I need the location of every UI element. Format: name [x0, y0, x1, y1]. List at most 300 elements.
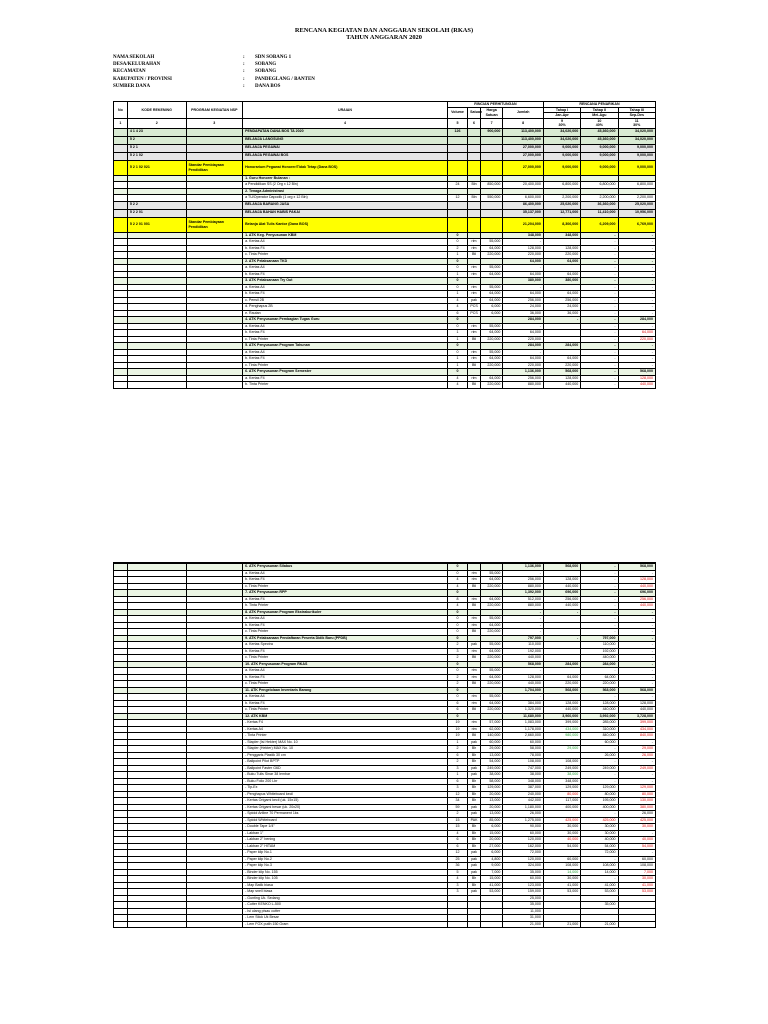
cell-ur: PENDAPATAN DANA BOS TA 2020 [243, 128, 448, 136]
cell-t3: - [618, 616, 655, 623]
cell-t3: 440,000 [618, 603, 655, 610]
cell-sat: rim [468, 239, 481, 246]
cell-t3: 7,000 [618, 869, 655, 876]
cell-t2: - [581, 330, 618, 337]
cell-sat: Bh [468, 876, 481, 883]
cell-t1: 249,000 [543, 765, 580, 772]
cell-hrg: 57,000 [480, 720, 502, 727]
cell-jml: 440,000 [503, 655, 544, 662]
cell-t3: 34,020,000 [618, 136, 655, 144]
cell-jml: 159,000 [503, 889, 544, 896]
cell-ur: - Tinta Printer [243, 733, 448, 740]
cell-ur: - Gunting Uk. Sedang [243, 895, 448, 902]
cell-vol: 2 [447, 759, 467, 766]
cell-t3: - [618, 668, 655, 675]
cell-jml: 880,000 [503, 583, 544, 590]
cell-t3: - [618, 648, 655, 655]
cell-sat: rim [468, 245, 481, 252]
cell-t2: 36,360,000 [581, 201, 618, 209]
cell-sat: pak [468, 642, 481, 649]
cell-t3: 256,000 [618, 596, 655, 603]
cell-sat: Bh [468, 798, 481, 805]
cell-jml: 442,000 [503, 798, 544, 805]
cell-hrg: 27,000 [480, 843, 502, 850]
cell-ur: a. Kertas F4 [243, 375, 448, 382]
info-row [113, 54, 315, 61]
cell-t3: 249,000 [618, 765, 655, 772]
cell-t3: 128,000 [618, 375, 655, 382]
cell-ur: - Binder klip No. 155 [243, 869, 448, 876]
table-row [114, 201, 656, 209]
cell-no [114, 136, 128, 144]
cell-ur: b. Kertas F4 [243, 291, 448, 298]
cell-vol: 0 [447, 369, 467, 376]
cell-jml: - [503, 265, 544, 272]
cell-ur: BELANJA LANGSUNG [243, 136, 448, 144]
cell-vol: 1 [447, 336, 467, 343]
cell-jml: 24,000 [503, 304, 544, 311]
budget-table-page-2 [113, 562, 656, 928]
cell-t2: - [581, 856, 618, 863]
cell-sat: Btl [468, 252, 481, 259]
cell-vol: 2 [447, 655, 467, 662]
cell-vol: 1 [447, 330, 467, 337]
cell-hrg: 220,000 [480, 707, 502, 714]
cell-t3: - [618, 297, 655, 304]
cell-jml: 21,000 [503, 921, 544, 928]
cell-no [114, 160, 128, 175]
cell-sat: PCS [468, 310, 481, 317]
cell-t2: - [581, 668, 618, 675]
cell-ur: d. Penghapus 2B [243, 304, 448, 311]
cell-t3: 108,000 [618, 863, 655, 870]
cell-sat: rim [468, 265, 481, 272]
cell-vol: 6 [447, 310, 467, 317]
cell-sat [468, 152, 481, 160]
cell-ur: a. Kertas A4 [243, 323, 448, 330]
cell-sat: Bh [468, 752, 481, 759]
cell-t2: - [581, 811, 618, 818]
cell-hrg: 20,000 [480, 837, 502, 844]
cell-jml: - [503, 668, 544, 675]
cell-jml: 110,000 [503, 642, 544, 649]
cell-t3: - [618, 232, 655, 239]
cell-hrg: 55,000 [480, 668, 502, 675]
cell-vol: 1 [447, 772, 467, 779]
cell-jml: 240,000 [503, 791, 544, 798]
cell-hrg: 55,000 [480, 616, 502, 623]
cell-hrg: 55,000 [480, 239, 502, 246]
cell-vol: 25 [447, 856, 467, 863]
cell-prog: Standar Pembiayaan Pendidikan [186, 160, 243, 175]
cell-vol: 0 [447, 661, 467, 668]
cell-ur: b. Tinta Printer [243, 382, 448, 389]
info-colon: : [243, 55, 245, 60]
cell-t2: - [581, 310, 618, 317]
cell-t2: - [581, 252, 618, 259]
cell-sat: pak [468, 804, 481, 811]
cell-sat: rim [468, 577, 481, 584]
cell-ur: BELANJA BARANG JASA [243, 201, 448, 209]
cell-t1: 348,000 [543, 778, 580, 785]
cell-t2: 568,000 [581, 687, 618, 694]
cell-ur: - Paper klip No.1 [243, 850, 448, 857]
cell-jml: - [503, 284, 544, 291]
col-num [581, 118, 618, 128]
cell-vol: 4 [447, 577, 467, 584]
cell-jml: 60,000 [503, 739, 544, 746]
cell-sat: Btl [468, 707, 481, 714]
cell-hrg [480, 201, 502, 209]
cell-t2: 192,000 [581, 648, 618, 655]
info-value: SOBANG [255, 62, 277, 68]
cell-t2: 285,000 [581, 720, 618, 727]
col-period-1: Jan-Apr [543, 113, 580, 119]
info-colon: : [243, 62, 245, 68]
cell-t1: 40,000 [543, 837, 580, 844]
cell-t1: 24,000 [543, 304, 580, 311]
cell-vol: 3 [447, 882, 467, 889]
cell-sat: Btl [468, 655, 481, 662]
cell-t1: 9,000,000 [543, 152, 580, 160]
cell-t1: 440,000 [543, 603, 580, 610]
cell-hrg: 38,000 [480, 772, 502, 779]
cell-ur: a. Kertas A4 [243, 239, 448, 246]
cell-vol: 0 [447, 570, 467, 577]
cell-hrg [480, 209, 502, 217]
cell-t2: - [581, 271, 618, 278]
cell-hrg: 6,000 [480, 824, 502, 831]
col-satuan: Satuan [468, 107, 481, 118]
cell-t1: 440,000 [543, 583, 580, 590]
cell-sat: PAK [468, 817, 481, 824]
cell-t2: - [581, 297, 618, 304]
cell-hrg: 85,000 [480, 817, 502, 824]
cell-t2: 9,000,000 [581, 152, 618, 160]
cell-t3: - [618, 271, 655, 278]
cell-sat [468, 217, 481, 232]
cell-ur: b. Kertas F4 [243, 622, 448, 629]
cell-jml: 27,000,000 [503, 160, 544, 175]
cell-hrg: 220,000 [480, 252, 502, 259]
cell-sat: pak [468, 772, 481, 779]
cell-hrg: 13,000 [480, 798, 502, 805]
cell-no [114, 209, 128, 217]
cell-jml: 348,000 [503, 778, 544, 785]
cell-ur: b. Kertas F4 [243, 577, 448, 584]
cell-vol: 0 [447, 616, 467, 623]
cell-t2: - [581, 564, 618, 571]
cell-ur: - Tip-Ex [243, 785, 448, 792]
cell-sat: Btl [468, 362, 481, 369]
cell-sat: rim [468, 356, 481, 363]
cell-ur: 6. ATK Penyusunan Silabus [243, 564, 448, 571]
cell-ur: a. Kertas A4 [243, 668, 448, 675]
cell-ur: - Binder klip No. 105 [243, 876, 448, 883]
cell-hrg: 64,000 [480, 700, 502, 707]
col-tahap-1: Tahap I [543, 107, 580, 113]
cell-ur: 2. ATK Pelaksanaan TKD [243, 258, 448, 265]
cell-vol: 4 [447, 583, 467, 590]
cell-t2: 2,200,000 [581, 195, 618, 202]
cell-t3: 6,800,000 [618, 182, 655, 189]
cell-vol: 59 [447, 804, 467, 811]
cell-hrg [480, 217, 502, 232]
cell-t1: 29,000 [543, 746, 580, 753]
cell-prog [186, 382, 243, 389]
cell-t2: - [581, 570, 618, 577]
cell-t3: 399,000 [618, 720, 655, 727]
cell-jml: 284,000 [503, 343, 544, 350]
cell-hrg: 64,000 [480, 245, 502, 252]
cell-t3: - [618, 778, 655, 785]
cell-t1: 284,000 [543, 661, 580, 668]
cell-t2: - [581, 876, 618, 883]
cell-t2: 9,000,000 [581, 160, 618, 175]
cell-ur: a. Kertas A4 [243, 349, 448, 356]
cell-jml: - [503, 629, 544, 636]
cell-sat: rim [468, 622, 481, 629]
cell-ur: - Ballpoint Faster G6D [243, 765, 448, 772]
cell-t2: - [581, 349, 618, 356]
cell-vol: 0 [447, 564, 467, 571]
cell-t2: 72,000 [581, 850, 618, 857]
cell-t1: 400,000 [543, 804, 580, 811]
cell-hrg: 53,000 [480, 889, 502, 896]
cell-vol: 0 [447, 694, 467, 701]
cell-vol: 0 [447, 239, 467, 246]
cell-vol: 1 [447, 291, 467, 298]
cell-jml: 1,320,000 [503, 707, 544, 714]
info-row [113, 76, 315, 83]
cell-t2: - [581, 291, 618, 298]
cell-vol: 0 [447, 635, 467, 642]
cell-vol: 0 [447, 349, 467, 356]
cell-hrg: 55,000 [480, 323, 502, 330]
cell-sat: rim [468, 674, 481, 681]
cell-t2: 35,000 [581, 902, 618, 909]
col-tahap-3: Tahap III [618, 107, 655, 113]
col-rencana: RENCANA PENARIKAN [543, 102, 655, 108]
cell-hrg: 129,000 [480, 785, 502, 792]
cell-ur: BELANJA BAHAN HABIS PAKAI [243, 209, 448, 217]
cell-ur: - Cutter KENKO L-500 [243, 902, 448, 909]
cell-t2: 440,000 [581, 707, 618, 714]
cell-ur: - Stapler (Hekter) MAX No. 10 [243, 746, 448, 753]
cell-ur: - Lakban 2" bening [243, 837, 448, 844]
cell-vol [447, 160, 467, 175]
cell-t2: - [581, 778, 618, 785]
cell-sat: Bh [468, 791, 481, 798]
cell-t2: 14,000 [581, 869, 618, 876]
cell-sat: pak [468, 739, 481, 746]
cell-ur: 9. ATK Pelaksanaan Pendaftaran Peserta Didik Baru (PPDB) [243, 635, 448, 642]
cell-jml: 31,000 [503, 915, 544, 922]
cell-sat: rim [468, 271, 481, 278]
cell-vol [447, 201, 467, 209]
cell-jml: 27,000,000 [503, 144, 544, 152]
cell-ur: - Ballpoint Pilot BPTP [243, 759, 448, 766]
cell-vol: 19 [447, 720, 467, 727]
cell-t1: 117,000 [543, 798, 580, 805]
cell-t3: 26,000 [618, 811, 655, 818]
cell-jml: 220,000 [503, 252, 544, 259]
cell-jml: 58,000 [503, 746, 544, 753]
cell-t3: 10,956,000 [618, 209, 655, 217]
col-num [618, 118, 655, 128]
cell-ur: 2. Tenaga Administrasi [243, 188, 448, 195]
cell-t2: - [581, 609, 618, 616]
cell-hrg: 13,000 [480, 811, 502, 818]
cell-t3: 440,000 [618, 707, 655, 714]
cell-vol: 0 [447, 284, 467, 291]
cell-hrg: 220,000 [480, 362, 502, 369]
cell-jml: - [503, 570, 544, 577]
cell-t1: 434,000 [543, 726, 580, 733]
cell-t2: - [581, 362, 618, 369]
cell-hrg: 7,000 [480, 869, 502, 876]
cell-t3: 30,000 [618, 824, 655, 831]
cell-t3: 29,000 [618, 746, 655, 753]
table-row [114, 152, 656, 160]
cell-t2: - [581, 239, 618, 246]
info-key: DESA/KELURAHAN [113, 62, 161, 68]
cell-t1: 80,000 [543, 791, 580, 798]
cell-t2: 53,000 [581, 889, 618, 896]
cell-t3: 64,000 [618, 330, 655, 337]
table-row [114, 144, 656, 152]
cell-t3: 128,000 [618, 577, 655, 584]
cell-vol: 0 [447, 668, 467, 675]
cell-t1: 64,000 [543, 271, 580, 278]
cell-jml: 512,000 [503, 596, 544, 603]
cell-t1: 53,000 [543, 889, 580, 896]
col-period-2: Mei-Agu [581, 113, 618, 119]
cell-sat: rim [468, 648, 481, 655]
cell-ur: - Paper klip No.2 [243, 856, 448, 863]
cell-no [114, 128, 128, 136]
cell-t2: 6,800,000 [581, 182, 618, 189]
cell-t3: - [618, 850, 655, 857]
cell-jml: 25,000 [503, 895, 544, 902]
cell-vol: 2 [447, 681, 467, 688]
cell-t2: 6,209,000 [581, 217, 618, 232]
cell-jml: 1,178,000 [503, 726, 544, 733]
col-num-label: 10 [597, 118, 602, 123]
cell-hrg: 64,000 [480, 596, 502, 603]
cell-t2: 129,000 [581, 785, 618, 792]
cell-jml: 35,000 [503, 869, 544, 876]
col-program: PROGRAM KEGIATAN NSP [186, 102, 243, 119]
col-num: 2 [127, 118, 186, 128]
cell-t2: 110,000 [581, 642, 618, 649]
cell-t2: - [581, 265, 618, 272]
cell-vol: 0 [447, 687, 467, 694]
cell-t1: 440,000 [543, 707, 580, 714]
col-num: 3 [186, 118, 243, 128]
table-row [114, 160, 656, 175]
cell-t2: 108,000 [581, 863, 618, 870]
cell-hrg: 64,000 [480, 271, 502, 278]
document-title: RENCANA KEGIATAN DAN ANGGARAN SEKOLAH (RKAS) [294, 27, 474, 34]
cell-vol: 6 [447, 778, 467, 785]
cell-t3: 440,000 [618, 583, 655, 590]
cell-vol: 0 [447, 278, 467, 285]
cell-hrg: 64,000 [480, 622, 502, 629]
cell-t1: 568,000 [543, 369, 580, 376]
cell-jml: 440,000 [503, 681, 544, 688]
cell-t3: - [618, 252, 655, 259]
cell-kode [127, 921, 186, 928]
cell-t3: - [618, 609, 655, 616]
cell-sat [468, 921, 481, 928]
cell-sat: Btl [468, 336, 481, 343]
cell-vol: 3 [447, 648, 467, 655]
cell-vol: 1 [447, 362, 467, 369]
cell-t3: - [618, 362, 655, 369]
col-num: 5 [447, 118, 467, 128]
cell-hrg: 29,000 [480, 746, 502, 753]
cell-jml: 384,000 [503, 700, 544, 707]
cell-t2: - [581, 772, 618, 779]
cell-ur: 3. ATK Pelaksanaan Try Out [243, 278, 448, 285]
cell-vol: 126 [447, 128, 467, 136]
cell-hrg: 64,000 [480, 375, 502, 382]
cell-no [114, 382, 128, 389]
cell-vol: 4 [447, 830, 467, 837]
cell-hrg: 900,000 [480, 128, 502, 136]
cell-hrg: 850,000 [480, 182, 502, 189]
cell-t1: - [543, 635, 580, 642]
cell-vol: 36 [447, 863, 467, 870]
cell-vol [447, 136, 467, 144]
cell-t1: 108,000 [543, 759, 580, 766]
cell-ur: - Double Tape 1/4" [243, 824, 448, 831]
cell-t3: - [618, 674, 655, 681]
cell-t1: 41,000 [543, 882, 580, 889]
cell-t2: 249,000 [581, 765, 618, 772]
cell-t2: - [581, 245, 618, 252]
cell-ur: a. Kertas A4 [243, 570, 448, 577]
cell-vol: 0 [447, 258, 467, 265]
cell-no [114, 144, 128, 152]
cell-jml: 36,000 [503, 310, 544, 317]
cell-t3: - [618, 759, 655, 766]
cell-jml: 380,000 [503, 278, 544, 285]
cell-t1: 128,000 [543, 375, 580, 382]
cell-no [114, 201, 128, 209]
cell-t3: 26,000 [618, 752, 655, 759]
cell-t1: 220,000 [543, 362, 580, 369]
cell-hrg: 220,000 [480, 629, 502, 636]
cell-ur: - Lem Stick Uk Besar [243, 915, 448, 922]
cell-sat: Bln [468, 182, 481, 189]
cell-no [114, 152, 128, 160]
cell-sat: rim [468, 616, 481, 623]
cell-jml: 128,000 [503, 674, 544, 681]
table-row [114, 921, 656, 928]
cell-ur: - Map Batik biasa [243, 882, 448, 889]
cell-vol [447, 209, 467, 217]
col-num: 4 [243, 118, 448, 128]
cell-ur: b. Kertas F4 [243, 245, 448, 252]
cell-hrg: 55,000 [480, 349, 502, 356]
cell-hrg: 249,000 [480, 765, 502, 772]
cell-ur: b. Kertas F4 [243, 674, 448, 681]
cell-vol: 1 [447, 252, 467, 259]
cell-jml: 21,204,000 [503, 217, 544, 232]
cell-sat: PCS [468, 304, 481, 311]
